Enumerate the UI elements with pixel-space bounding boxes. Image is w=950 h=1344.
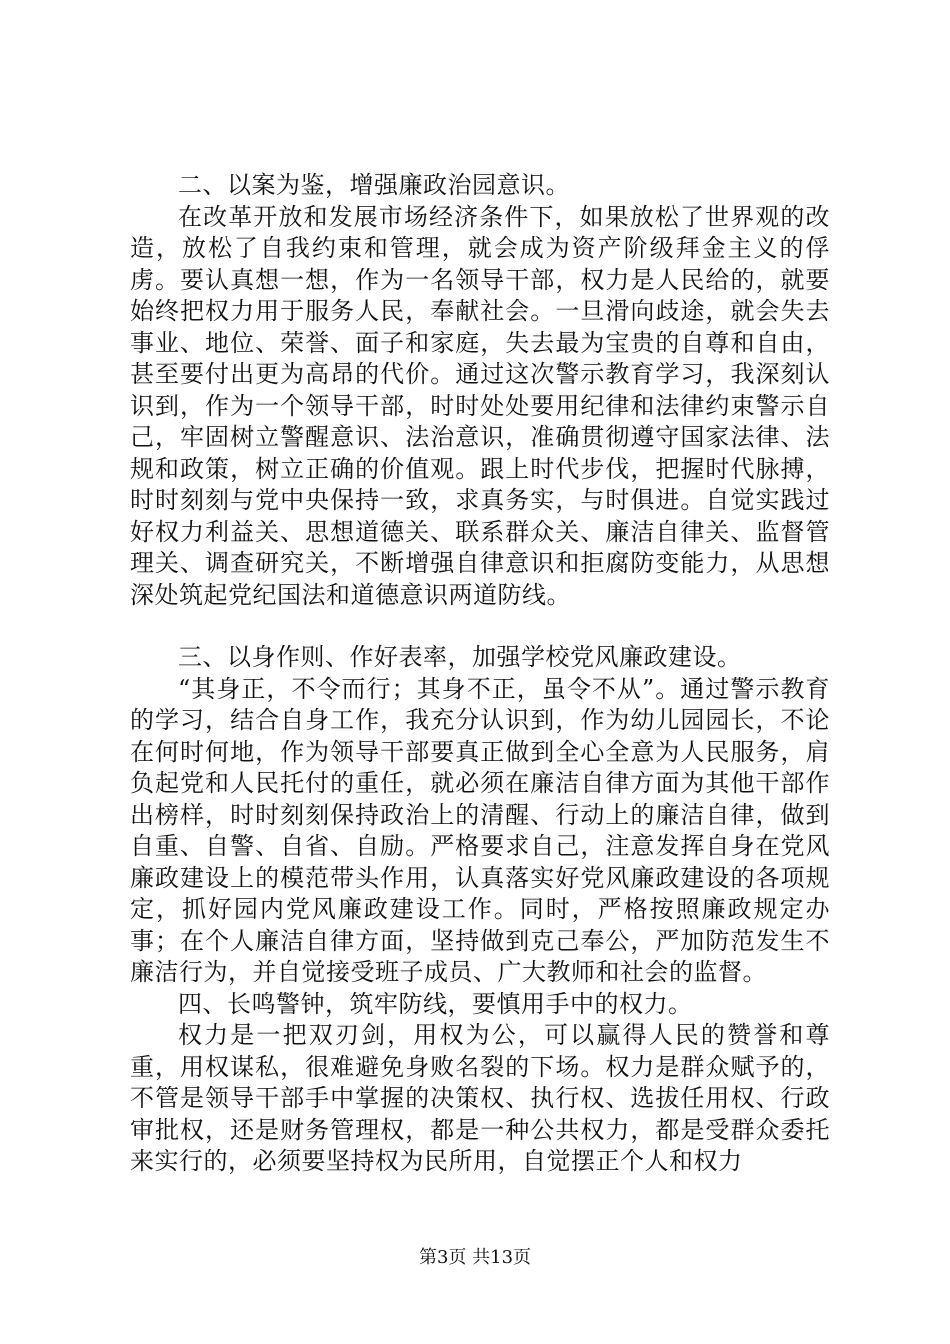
document-body	[130, 170, 830, 1178]
section-3-paragraph: “其身正，不令而行；其身不正，虽令不从”。通过警示教育的学习，结合自身工作，我充分认识到，作为幼儿园园长，不论在何时何地，作为领导干部要真正做到全心全意为人民服务，肩负起党和人民托付的重任，就必须在廉洁自律方面为其他干部作出榜样，时时刻刻保持政治上的清醒、行动上的廉洁自律，做到自重、自警、自省、自励。严格要求自己，注意发挥自身在党风廉政建设上的模范带头作用，认真落实好党风廉政建设的各项规定，抓好园内党风廉政建设工作。同时，严格按照廉政规定办事；在个人廉洁自律方面，坚持做到克己奉公，严加防范发生不廉洁行为，并自觉接受班子成员、广大教师和社会的监督。	[130, 674, 830, 986]
section-3-heading: 三、以身作则、作好表率，加强学校党风廉政建设。	[178, 643, 742, 671]
section-4-paragraph: 权力是一把双刃剑，用权为公，可以赢得人民的赞誉和尊重，用权谋私，很难避免身败名裂的下场。权力是群众赋予的，不管是领导干部手中掌握的决策权、执行权、选拔任用权、行政审批权，还是财务管理权，都是一种公共权力，都是受群众委托来实行的，必须要坚持权为民所用，自觉摆正个人和权力	[130, 1021, 830, 1175]
section-2-paragraph: 在改革开放和发展市场经济条件下，如果放松了世界观的改造，放松了自我约束和管理，就会成为资产阶级拜金主义的俘虏。要认真想一想，作为一名领导干部，权力是人民给的，就要始终把权力用于服务人民，奉献社会。一旦滑向歧途，就会失去事业、地位、荣誉、面子和家庭，失去最为宝贵的自尊和自由，甚至要付出更为高昂的代价。通过这次警示教育学习，我深刻认识到，作为一个领导干部，时时处处要用纪律和法律约束警示自己，牢固树立警醒意识、法治意识，准确贯彻遵守国家法律、法规和政策，树立正确的价值观。跟上时代步伐，把握时代脉搏，时时刻刻与党中央保持一致，求真务实，与时俱进。自觉实践过好权力利益关、思想道德关、联系群众关、廉洁自律关、监督管理关、调查研究关，不断增强自律意识和拒腐防变能力，从思想深处筑起党纪国法和道德意识两道防线。	[130, 202, 830, 609]
section-4-heading: 四、长鸣警钟，筑牢防线，要慎用手中的权力。	[178, 989, 693, 1018]
section-spacer	[130, 611, 830, 642]
section-2-heading: 二、以案为鉴，增强廉政治园意识。	[178, 171, 570, 199]
page-number-footer: 第3页 共13页	[418, 1247, 532, 1268]
